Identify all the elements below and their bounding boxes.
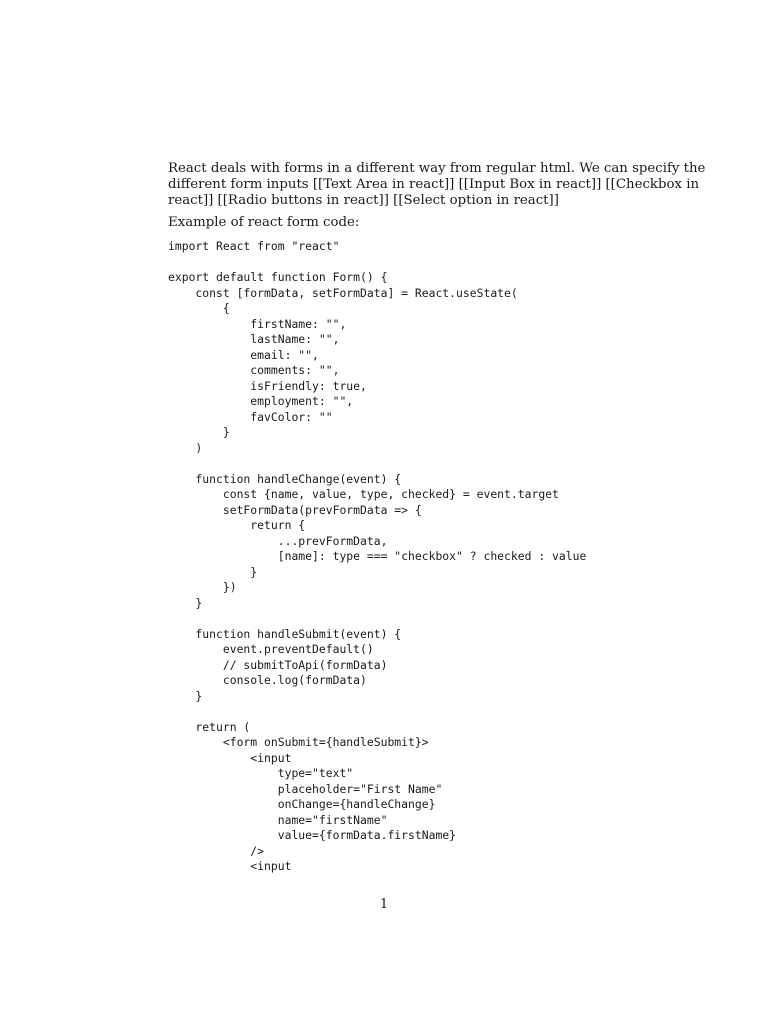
code-line: email: "", xyxy=(168,347,319,362)
code-line: onChange={handleChange} xyxy=(168,797,436,811)
code-line: name="firstName" xyxy=(168,812,388,827)
intro-line: react]] [[Radio buttons in react]] [[Select option in react]] xyxy=(168,193,559,208)
code-line: return ( xyxy=(168,719,251,734)
code-line: return { xyxy=(168,518,306,532)
code-line: event.preventDefault() xyxy=(168,642,374,656)
intro-line: React deals with forms in a different way from regular html. We can specify the xyxy=(168,161,706,176)
code-line xyxy=(168,611,728,627)
code-line: employment: "", xyxy=(168,394,354,408)
code-line xyxy=(168,255,728,271)
code-line: function handleChange(event) { xyxy=(168,471,402,486)
code-line xyxy=(168,456,728,472)
code-line xyxy=(168,704,728,720)
code-line: function handleSubmit(event) { xyxy=(168,626,402,641)
code-line: } xyxy=(168,595,203,610)
code-line: <input xyxy=(168,750,292,765)
code-line: console.log(formData) xyxy=(168,673,367,687)
code-line: export default function Form() { xyxy=(168,270,388,284)
code-line: lastName: "", xyxy=(168,332,340,346)
code-line: <input xyxy=(168,859,292,873)
code-line: firstName: "", xyxy=(168,316,347,331)
code-line: }) xyxy=(168,580,237,594)
code-line: { xyxy=(168,301,230,315)
code-line: placeholder="First Name" xyxy=(168,781,443,796)
code-line: favColor: "" xyxy=(168,409,333,424)
code-line: [name]: type === "checkbox" ? checked : value xyxy=(168,549,587,563)
intro-line: different form inputs [[Text Area in react]] [[Input Box in react]] [[Checkbox in xyxy=(168,177,700,192)
code-line: ) xyxy=(168,440,203,455)
code-line: comments: "", xyxy=(168,363,340,377)
code-line: const {name, value, type, checked} = event.target xyxy=(168,487,559,501)
code-line: import React from "react" xyxy=(168,239,340,253)
code-line: const [formData, setFormData] = React.useState( xyxy=(168,285,518,300)
code-line: // submitToApi(formData) xyxy=(168,657,388,672)
page-number: 1 xyxy=(379,897,389,912)
code-block xyxy=(168,239,728,875)
code-line: value={formData.firstName} xyxy=(168,828,457,842)
code-line: <form onSubmit={handleSubmit}> xyxy=(168,735,429,749)
code-line: type="text" xyxy=(168,766,354,780)
example-label: Example of react form code: xyxy=(168,215,360,230)
code-line: ...prevFormData, xyxy=(168,533,388,548)
code-line: isFriendly: true, xyxy=(168,378,367,393)
intro-paragraph xyxy=(168,161,706,209)
code-line: setFormData(prevFormData => { xyxy=(168,502,422,517)
code-line: /> xyxy=(168,843,265,858)
code-line: } xyxy=(168,564,258,579)
code-line: } xyxy=(168,688,203,703)
code-line: } xyxy=(168,425,230,439)
